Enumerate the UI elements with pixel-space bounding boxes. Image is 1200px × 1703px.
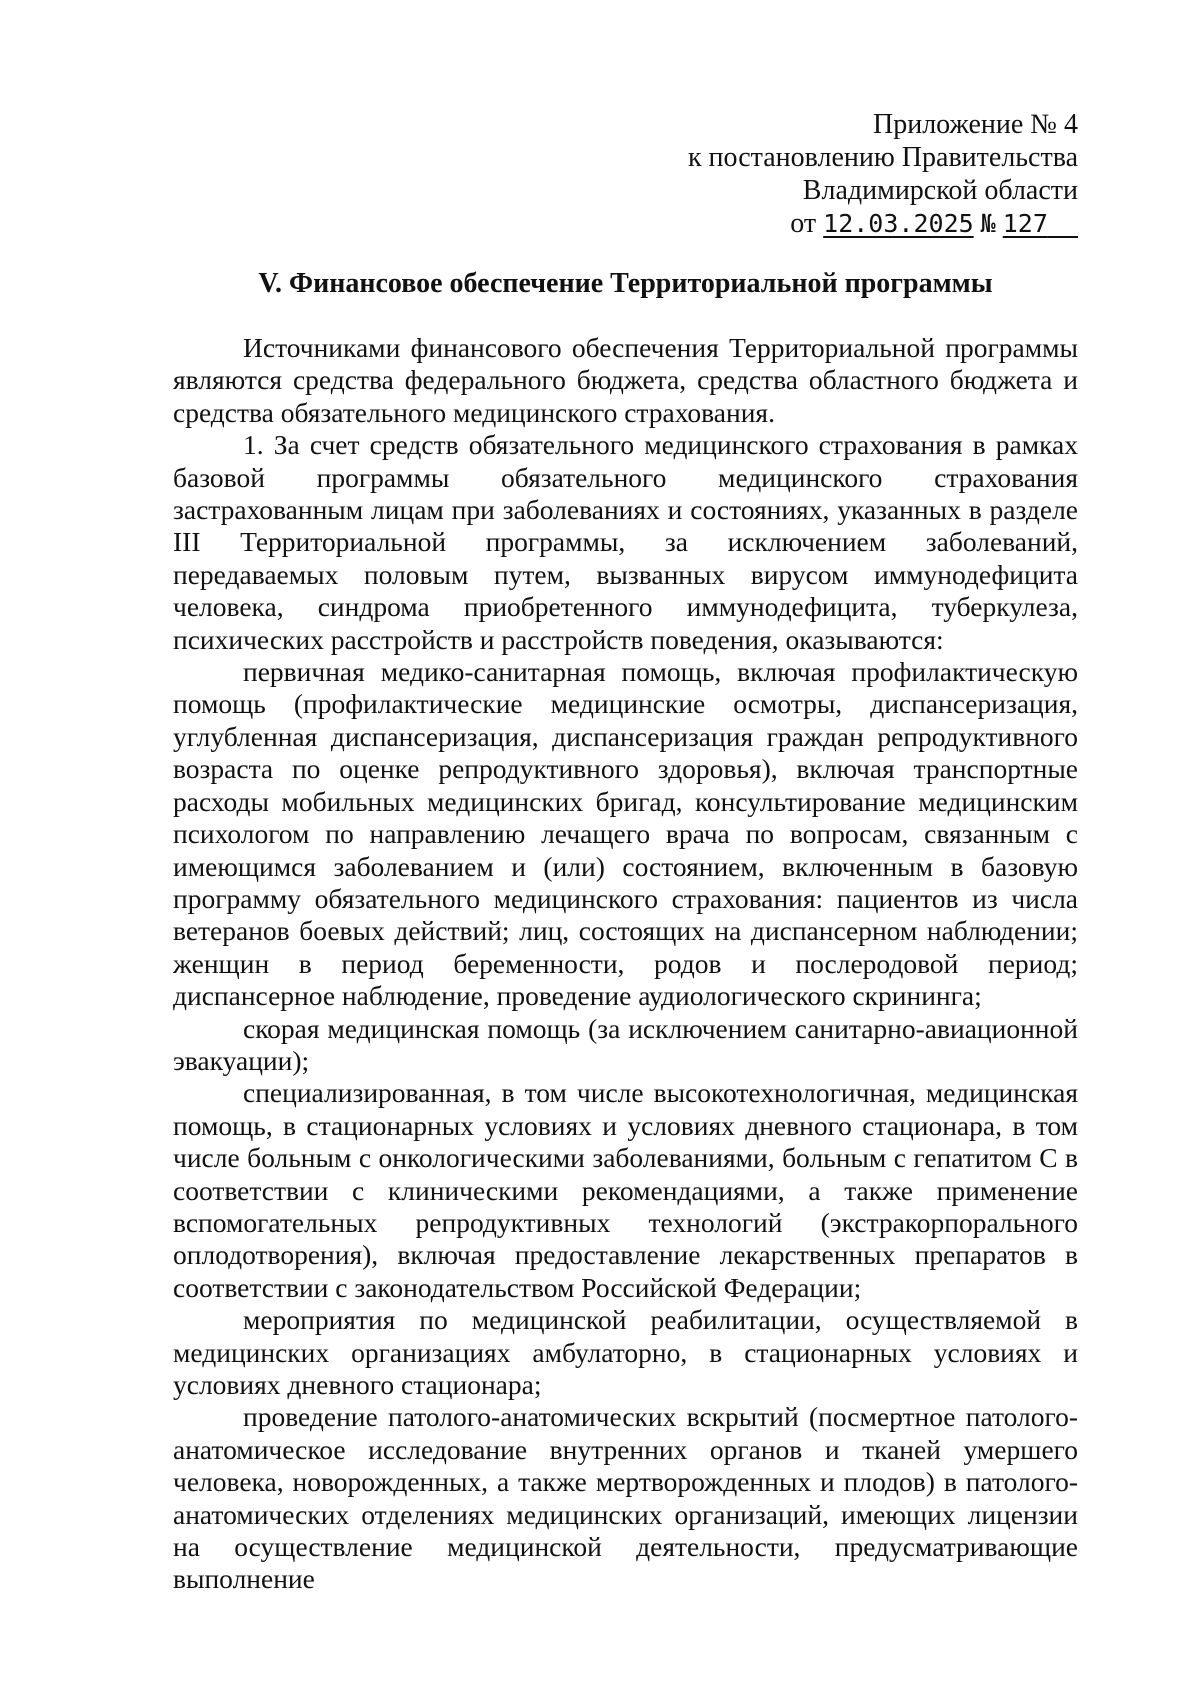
document-body	[173, 332, 1078, 1596]
paragraph: мероприятия по медицинской реабилитации, осуществляемой в медицинских организациях амбулаторно, в стационарных условиях и условиях дневного стационара;	[173, 1304, 1078, 1400]
appendix-reference: к постановлению Правительства	[687, 142, 1078, 173]
paragraph: 1. За счет средств обязательного медицинского страхования в рамках базовой программы обязательного медицинского страхования застрахованным лицам при заболеваниях и состояниях, указанных в разделе III Территориальной программы, за исключением заболеваний, передаваемых половым путем, вызванных вирусом иммунодефицита человека, синдрома приобретенного иммунодефицита, туберкулеза, психических расстройств и расстройств поведения, оказываются:	[173, 429, 1078, 655]
paragraph: специализированная, в том числе высокотехнологичная, медицинская помощь, в стационарных условиях и условиях дневного стационара, в том числе больным с онкологическими заболеваниями, больным с гепатитом С в соответствии с клиническими рекомендациями, а также применение вспомогательных репродуктивных технологий (экстракорпорального оплодотворения), включая предоставление лекарственных препаратов в соответствии с законодательством Российской Федерации;	[173, 1077, 1078, 1303]
paragraph: первичная медико-санитарная помощь, включая профилактическую помощь (профилактические медицинские осмотры, диспансеризация, углубленная диспансеризация, диспансеризация граждан репродуктивного возраста по оценке репродуктивного здоровья), включая транспортные расходы мобильных медицинских бригад, консультирование медицинским психологом по направлению лечащего врача по вопросам, связанным с имеющимся заболеванием и (или) состоянием, включенным в базовую программу обязательного медицинского страхования: пациентов из числа ветеранов боевых действий; лиц, состоящих на диспансерном наблюдении; женщин в период беременности, родов и послеродовой период; диспансерное наблюдение, проведение аудиологического скрининга;	[173, 656, 1078, 1012]
date-prefix: от	[790, 208, 817, 239]
appendix-number: Приложение № 4	[873, 109, 1078, 140]
decree-number: 127	[1002, 209, 1048, 238]
appendix-date-line	[618, 207, 1078, 240]
paragraph: Источниками финансового обеспечения Территориальной программы являются средства федерального бюджета, средства областного бюджета и средства обязательного медицинского страхования.	[173, 332, 1078, 428]
appendix-header	[618, 108, 1078, 240]
section-heading: V. Финансовое обеспечение Территориальной программы	[258, 268, 993, 299]
appendix-region: Владимирской области	[802, 175, 1078, 206]
number-sign: №	[980, 209, 996, 238]
paragraph: проведение патолого-анатомических вскрытий (посмертное патолого-анатомическое исследование внутренних органов и тканей умершего человека, новорожденных, а также мертворожденных и плодов) в патолого-анатомических отделениях медицинских организаций, имеющих лицензии на осуществление медицинской деятельности, предусматривающие выполнение	[173, 1401, 1078, 1595]
decree-date: 12.03.2025	[823, 209, 974, 238]
paragraph: скорая медицинская помощь (за исключением санитарно-авиационной эвакуации);	[173, 1012, 1078, 1076]
